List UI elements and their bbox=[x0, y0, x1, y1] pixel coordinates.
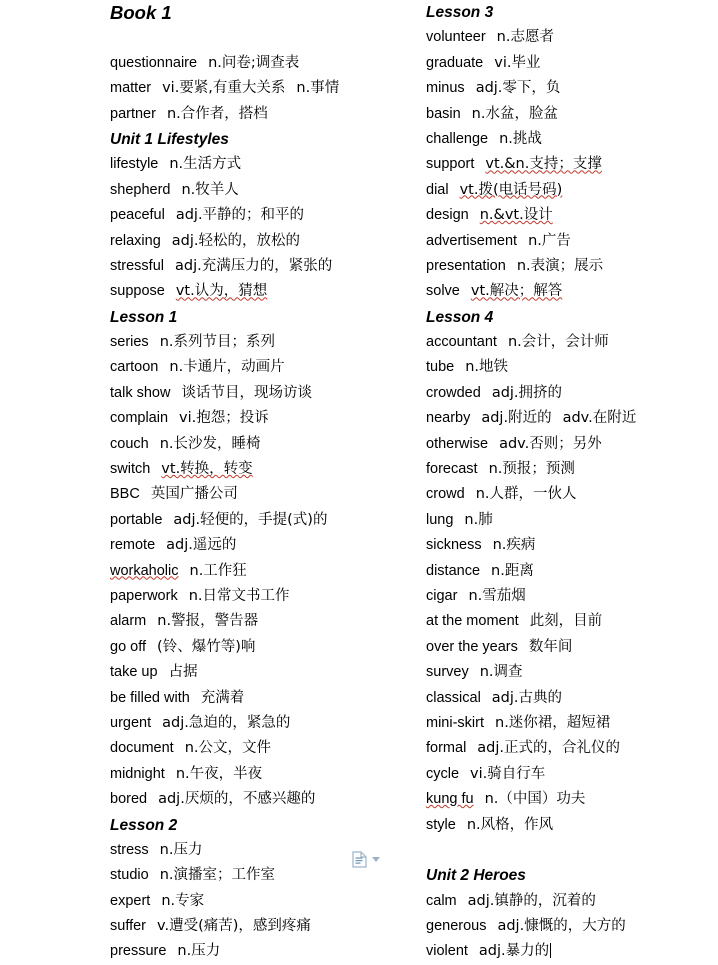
entry-word: distance bbox=[426, 562, 481, 579]
vocabulary-entry bbox=[426, 457, 718, 482]
entry-word: solve bbox=[426, 283, 460, 300]
entry-definition: n.牧羊人 bbox=[181, 181, 239, 198]
entry-word: switch bbox=[110, 461, 151, 478]
vocabulary-entry bbox=[110, 482, 410, 507]
entry-word: go off bbox=[110, 638, 147, 655]
vocabulary-entry bbox=[110, 635, 410, 660]
entry-word: BBC bbox=[110, 486, 140, 503]
vocabulary-entry bbox=[426, 127, 718, 152]
entry-word: take up bbox=[110, 664, 158, 681]
entry-definition: n.公文，文件 bbox=[184, 740, 271, 757]
entry-definition: adj.零下，负 bbox=[475, 80, 561, 97]
entry-word: lifestyle bbox=[110, 156, 159, 173]
entry-definition: n.&vt.设计 bbox=[479, 207, 553, 224]
entry-definition: n.志愿者 bbox=[496, 29, 554, 46]
entry-word: graduate bbox=[426, 54, 484, 71]
entry-word: peaceful bbox=[110, 207, 165, 224]
entry-definition: adj.充满压力的，紧张的 bbox=[175, 257, 333, 274]
vocabulary-entry bbox=[426, 279, 718, 304]
vocabulary-entry bbox=[110, 533, 410, 558]
entry-definition: vi.毕业 bbox=[494, 54, 541, 71]
vocabulary-entry bbox=[426, 203, 718, 228]
entry-definition: n.午夜，半夜 bbox=[175, 765, 263, 782]
entry-word: series bbox=[110, 334, 149, 351]
entry-definition: n.系列节目；系列 bbox=[159, 334, 275, 351]
entry-definition: adj.慷慨的，大方的 bbox=[497, 918, 626, 935]
entry-definition: adv.否则；另外 bbox=[499, 435, 602, 452]
entry-word: at the moment bbox=[426, 613, 519, 630]
entry-word: partner bbox=[110, 105, 156, 122]
vocabulary-entry bbox=[426, 660, 718, 685]
vocabulary-entry bbox=[110, 736, 410, 761]
entry-definition: 英国广播公司 bbox=[150, 486, 238, 503]
entry-word: style bbox=[426, 816, 456, 833]
entry-word: complain bbox=[110, 410, 169, 427]
entry-word: workaholic bbox=[110, 562, 179, 579]
entry-definition: (铃、爆竹等)响 bbox=[157, 638, 256, 655]
entry-definition: n.人群，一伙人 bbox=[475, 486, 577, 503]
entry-word: portable bbox=[110, 511, 163, 528]
entry-word: violent bbox=[426, 943, 468, 960]
vocabulary-entry bbox=[110, 609, 410, 634]
entry-definition: 占据 bbox=[168, 664, 198, 681]
entry-definition: n.肺 bbox=[464, 511, 493, 528]
vocabulary-entry bbox=[110, 152, 410, 177]
entry-word: sickness bbox=[426, 537, 482, 554]
entry-word: alarm bbox=[110, 613, 147, 630]
entry-word: shepherd bbox=[110, 181, 171, 198]
entry-definition: n.迷你裙，超短裙 bbox=[495, 714, 611, 731]
vocabulary-entry bbox=[110, 76, 410, 101]
entry-definition: n.合作者，搭档 bbox=[166, 105, 268, 122]
vocabulary-entry bbox=[426, 635, 718, 660]
entry-definition: n.压力 bbox=[159, 841, 203, 858]
entry-word: cigar bbox=[426, 587, 458, 604]
entry-word: dial bbox=[426, 181, 449, 198]
entry-definition: adj.厌烦的，不感兴趣的 bbox=[158, 791, 316, 808]
entry-definition: n.工作狂 bbox=[189, 562, 247, 579]
entry-definition: n.（中国）功夫 bbox=[484, 791, 586, 808]
vocabulary-entry bbox=[426, 813, 718, 838]
entry-definition: adj.附近的 bbox=[481, 410, 552, 427]
vocabulary-entry bbox=[426, 330, 718, 355]
entry-word: forecast bbox=[426, 461, 478, 478]
entry-word: expert bbox=[110, 892, 151, 909]
section-heading: Unit 2 Heroes bbox=[426, 867, 526, 885]
vocabulary-entry bbox=[110, 254, 410, 279]
vocabulary-entry bbox=[426, 229, 718, 254]
entry-word: relaxing bbox=[110, 232, 161, 249]
entry-definition: 谈话节目，现场访谈 bbox=[181, 384, 312, 401]
entry-definition-secondary: adv.在附近 bbox=[562, 410, 637, 427]
entry-word: survey bbox=[426, 664, 469, 681]
vocabulary-entry bbox=[426, 406, 718, 431]
entry-definition: adj.正式的，合礼仪的 bbox=[477, 740, 621, 757]
entry-definition: adj.古典的 bbox=[491, 689, 563, 706]
entry-definition: n.生活方式 bbox=[169, 156, 242, 173]
vocabulary-entry bbox=[110, 508, 410, 533]
vocabulary-entry bbox=[426, 482, 718, 507]
vocabulary-entry bbox=[110, 51, 410, 76]
vocabulary-entry bbox=[426, 102, 718, 127]
entry-word: nearby bbox=[426, 410, 471, 427]
entry-definition: adj.轻便的，手提(式)的 bbox=[173, 511, 328, 528]
entry-word: otherwise bbox=[426, 435, 489, 452]
entry-word: classical bbox=[426, 689, 481, 706]
entry-word: document bbox=[110, 740, 174, 757]
document-title: Book 1 bbox=[110, 2, 172, 23]
entry-word: couch bbox=[110, 435, 149, 452]
entry-definition: 此刻，目前 bbox=[529, 613, 603, 630]
vocabulary-entry bbox=[426, 559, 718, 584]
vocabulary-entry bbox=[110, 457, 410, 482]
vocabulary-entry bbox=[426, 787, 718, 812]
entry-definition: n.调查 bbox=[479, 664, 523, 681]
entry-definition: vi.骑自行车 bbox=[470, 765, 546, 782]
entry-definition: vt.拨(电话号码) bbox=[459, 181, 563, 198]
spacer bbox=[426, 838, 718, 863]
entry-definition: n.演播室；工作室 bbox=[159, 867, 276, 884]
vocabulary-entry bbox=[426, 736, 718, 761]
entry-definition: n.雪茄烟 bbox=[468, 587, 526, 604]
vocabulary-entry bbox=[110, 939, 410, 964]
entry-definition: n.卡通片，动画片 bbox=[169, 359, 285, 376]
vocabulary-entry bbox=[110, 279, 410, 304]
entry-definition: n.专家 bbox=[161, 892, 205, 909]
entry-word: crowded bbox=[426, 384, 481, 401]
entry-word: pressure bbox=[110, 943, 167, 960]
entry-definition: n.水盆，脸盆 bbox=[471, 105, 558, 122]
vocabulary-entry bbox=[110, 584, 410, 609]
entry-word: cycle bbox=[426, 765, 460, 782]
vocabulary-entry bbox=[426, 355, 718, 380]
entry-definition: n.地铁 bbox=[465, 359, 509, 376]
entry-word: suffer bbox=[110, 918, 147, 935]
vocabulary-entry bbox=[110, 406, 410, 431]
vocabulary-entry bbox=[110, 330, 410, 355]
spacer bbox=[110, 25, 410, 50]
section-heading: Lesson 3 bbox=[426, 4, 494, 21]
vocabulary-entry bbox=[110, 762, 410, 787]
entry-definition: adj.遥远的 bbox=[166, 537, 237, 554]
vocabulary-entry bbox=[426, 711, 718, 736]
entry-definition: n.压力 bbox=[177, 943, 221, 960]
vocabulary-entry bbox=[110, 711, 410, 736]
vocabulary-entry bbox=[426, 76, 718, 101]
vocabulary-entry bbox=[110, 229, 410, 254]
vocabulary-entry bbox=[426, 51, 718, 76]
entry-word: accountant bbox=[426, 334, 497, 351]
vocabulary-entry bbox=[110, 660, 410, 685]
entry-definition: vt.认为，猜想 bbox=[175, 283, 268, 300]
section-heading: Unit 1 Lifestyles bbox=[110, 130, 229, 148]
entry-word: tube bbox=[426, 359, 455, 376]
entry-word: calm bbox=[426, 892, 457, 909]
entry-definition: vi.要紧,有重大关系 bbox=[162, 80, 286, 97]
entry-definition: vt.解决；解答 bbox=[470, 283, 563, 300]
vocabulary-entry bbox=[426, 152, 718, 177]
entry-definition: adj.暴力的 bbox=[478, 943, 550, 960]
entry-word: crowd bbox=[426, 486, 465, 503]
entry-definition: adj.平静的；和平的 bbox=[175, 207, 305, 224]
entry-definition: n.挑战 bbox=[499, 130, 542, 147]
entry-word: lung bbox=[426, 511, 454, 528]
entry-word: urgent bbox=[110, 714, 152, 731]
vocabulary-entry bbox=[110, 889, 410, 914]
section-heading: Lesson 1 bbox=[110, 308, 178, 326]
entry-word: advertisement bbox=[426, 232, 518, 249]
paste-options-tag[interactable] bbox=[352, 851, 380, 868]
entry-word: formal bbox=[426, 740, 467, 757]
entry-word: talk show bbox=[110, 384, 171, 401]
vocabulary-entry bbox=[426, 762, 718, 787]
entry-definition: n.疾病 bbox=[492, 537, 536, 554]
entry-definition: vt.&n.支持；支撑 bbox=[485, 156, 602, 173]
entry-word: bored bbox=[110, 791, 148, 808]
entry-definition: n.距离 bbox=[491, 562, 534, 579]
entry-definition: v.遭受(痛苦)，感到疼痛 bbox=[157, 918, 311, 935]
vocabulary-entry bbox=[426, 686, 718, 711]
entry-definition: adj.急迫的，紧急的 bbox=[162, 714, 291, 731]
vocabulary-entry bbox=[426, 25, 718, 50]
vocabulary-entry bbox=[110, 432, 410, 457]
entry-word: suppose bbox=[110, 283, 165, 300]
vocabulary-entry bbox=[426, 533, 718, 558]
entry-definition: n.预报；预测 bbox=[488, 461, 575, 478]
entry-definition: adj.拥挤的 bbox=[491, 384, 563, 401]
entry-definition: n.会计，会计师 bbox=[507, 334, 609, 351]
entry-word: over the years bbox=[426, 638, 518, 655]
entry-word: mini-skirt bbox=[426, 714, 484, 731]
entry-word: midnight bbox=[110, 765, 165, 782]
vocabulary-entry bbox=[110, 787, 410, 812]
vocabulary-entry bbox=[426, 432, 718, 457]
entry-word: be filled with bbox=[110, 689, 190, 706]
vocabulary-entry bbox=[110, 203, 410, 228]
vocabulary-entry bbox=[110, 686, 410, 711]
vocabulary-entry bbox=[110, 914, 410, 939]
entry-definition: n.日常文书工作 bbox=[188, 587, 290, 604]
entry-definition: adj.镇静的，沉着的 bbox=[467, 892, 596, 909]
entry-definition: n.长沙发，睡椅 bbox=[159, 435, 261, 452]
vocabulary-entry bbox=[426, 889, 718, 914]
entry-definition: n.风格，作风 bbox=[466, 816, 554, 833]
entry-word: stress bbox=[110, 841, 149, 858]
entry-definition: n.广告 bbox=[528, 232, 571, 249]
vocabulary-entry bbox=[110, 102, 410, 127]
vocabulary-entry bbox=[426, 939, 718, 964]
entry-definition: vi.抱怨；投诉 bbox=[179, 410, 269, 427]
entry-definition: n.问卷;调查表 bbox=[208, 54, 300, 71]
left-column bbox=[110, 0, 410, 965]
vocabulary-entry bbox=[426, 914, 718, 939]
entry-word: matter bbox=[110, 80, 152, 97]
chevron-down-icon[interactable] bbox=[372, 857, 380, 862]
right-column bbox=[426, 0, 718, 965]
vocabulary-entry bbox=[426, 178, 718, 203]
entry-word: cartoon bbox=[110, 359, 159, 376]
entry-word: stressful bbox=[110, 257, 164, 274]
section-heading: Lesson 4 bbox=[426, 308, 494, 326]
entry-word: remote bbox=[110, 537, 156, 554]
entry-word: volunteer bbox=[426, 29, 486, 46]
vocabulary-entry bbox=[426, 584, 718, 609]
entry-word: design bbox=[426, 207, 469, 224]
paste-clipboard-icon[interactable] bbox=[352, 851, 367, 868]
entry-definition: n.表演；展示 bbox=[516, 257, 604, 274]
vocabulary-entry bbox=[426, 254, 718, 279]
entry-word: basin bbox=[426, 105, 461, 122]
entry-definition: 数年间 bbox=[528, 638, 573, 655]
vocabulary-entry bbox=[110, 355, 410, 380]
entry-definition-secondary: n.事情 bbox=[296, 80, 340, 97]
entry-word: minus bbox=[426, 80, 465, 97]
entry-word: studio bbox=[110, 867, 149, 884]
entry-word: generous bbox=[426, 918, 487, 935]
vocabulary-entry bbox=[110, 559, 410, 584]
entry-word: support bbox=[426, 156, 475, 173]
entry-definition: vt.转换，转变 bbox=[161, 461, 253, 478]
section-heading: Lesson 2 bbox=[110, 816, 178, 834]
entry-word: paperwork bbox=[110, 587, 178, 604]
entry-word: presentation bbox=[426, 257, 506, 274]
entry-definition: n.警报，警告器 bbox=[157, 613, 259, 630]
entry-word: questionnaire bbox=[110, 54, 198, 71]
entry-definition: adj.轻松的，放松的 bbox=[171, 232, 301, 249]
entry-definition: 充满着 bbox=[200, 689, 245, 706]
vocabulary-entry bbox=[426, 609, 718, 634]
vocabulary-entry bbox=[110, 381, 410, 406]
vocabulary-entry bbox=[426, 508, 718, 533]
text-cursor bbox=[550, 943, 551, 958]
vocabulary-entry bbox=[426, 381, 718, 406]
entry-word: challenge bbox=[426, 130, 489, 147]
vocabulary-entry bbox=[110, 178, 410, 203]
entry-word: kung fu bbox=[426, 791, 474, 808]
